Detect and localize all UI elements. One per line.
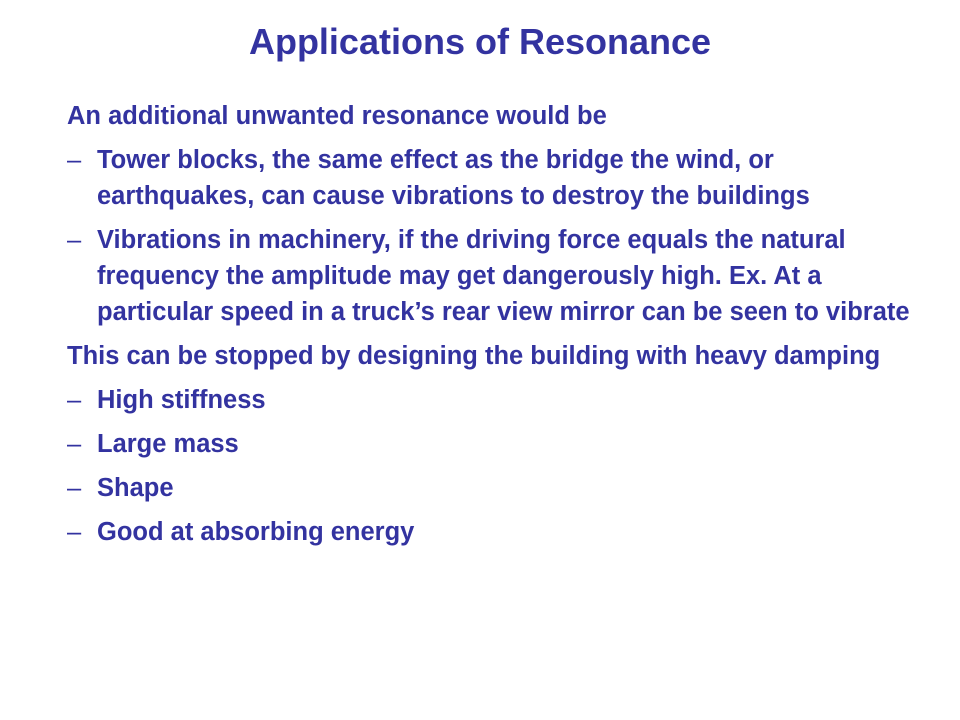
slide-content [67,98,927,558]
slide-title: Applications of Resonance [248,21,712,62]
sub-item-shape [67,470,927,506]
sub-item-tower-blocks [67,142,927,214]
paragraph-text: This can be stopped by designing the building with heavy damping [67,342,881,370]
sub-item-machinery [67,222,927,330]
sub-item-text: Good at absorbing energy [97,518,415,546]
paragraph-text: An additional unwanted resonance would be [67,102,607,130]
sub-item-text: Tower blocks, the same effect as the bridge the wind, or earthquakes, can cause vibrations to destroy the buildings [97,146,810,210]
dash-bullet: – [67,226,82,254]
paragraph-stopped-by-design [67,338,927,374]
sub-item-text: Large mass [97,430,239,458]
sub-item-text: High stiffness [97,386,266,414]
dash-bullet: – [67,146,82,174]
sub-item-text: Shape [97,474,174,502]
paragraph-unwanted-resonance [67,98,927,134]
dash-bullet: – [67,474,82,502]
sub-item-large-mass [67,426,927,462]
dash-bullet: – [67,430,82,458]
sub-item-text: Vibrations in machinery, if the driving force equals the natural frequency the amplitude may get dangerously high. Ex. At a particular speed in a truck’s rear view mirror can be seen to vibrate [97,226,910,326]
dash-bullet: – [67,518,82,546]
sub-item-absorbing-energy [67,514,927,550]
dash-bullet: – [67,386,82,414]
sub-item-high-stiffness [67,382,927,418]
